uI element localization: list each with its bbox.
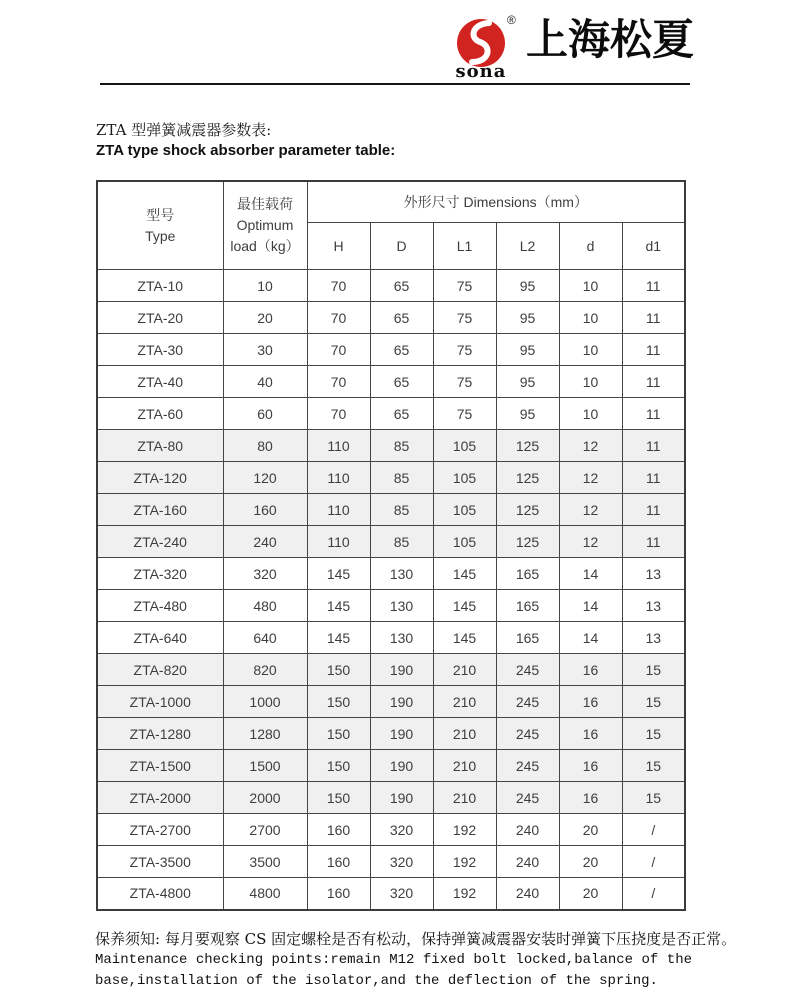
cell-dim-d: 10 xyxy=(559,366,622,398)
cell-dim-H: 150 xyxy=(307,782,370,814)
cell-dim-L1: 192 xyxy=(433,878,496,910)
table-row xyxy=(97,462,685,494)
cell-load: 20 xyxy=(223,302,307,334)
parameter-table xyxy=(96,180,686,911)
cell-dim-D: 320 xyxy=(370,846,433,878)
cell-type: ZTA-30 xyxy=(97,334,223,366)
cell-dim-d1: 15 xyxy=(622,686,685,718)
cell-dim-L2: 245 xyxy=(496,782,559,814)
cell-dim-d: 20 xyxy=(559,878,622,910)
cell-dim-d: 12 xyxy=(559,462,622,494)
cell-type: ZTA-480 xyxy=(97,590,223,622)
table-row xyxy=(97,398,685,430)
cell-dim-d: 12 xyxy=(559,430,622,462)
cell-dim-L1: 105 xyxy=(433,462,496,494)
cell-dim-d1: 15 xyxy=(622,654,685,686)
cell-dim-H: 70 xyxy=(307,334,370,366)
cell-dim-d: 10 xyxy=(559,334,622,366)
cell-type: ZTA-320 xyxy=(97,558,223,590)
cell-dim-d1: 13 xyxy=(622,558,685,590)
table-row xyxy=(97,846,685,878)
cell-dim-L1: 210 xyxy=(433,782,496,814)
cell-dim-L2: 165 xyxy=(496,590,559,622)
col-header-L2: L2 xyxy=(496,223,559,270)
cell-dim-d: 10 xyxy=(559,270,622,302)
cell-load: 10 xyxy=(223,270,307,302)
col-header-dimensions: 外形尺寸 Dimensions（mm） xyxy=(307,181,685,223)
cell-dim-L1: 105 xyxy=(433,430,496,462)
cell-dim-L1: 210 xyxy=(433,686,496,718)
cell-dim-L2: 245 xyxy=(496,718,559,750)
cell-dim-D: 130 xyxy=(370,590,433,622)
cell-dim-L1: 192 xyxy=(433,814,496,846)
cell-dim-H: 160 xyxy=(307,814,370,846)
cell-dim-d1: / xyxy=(622,846,685,878)
cell-dim-D: 65 xyxy=(370,398,433,430)
cell-dim-D: 130 xyxy=(370,558,433,590)
cell-dim-D: 65 xyxy=(370,366,433,398)
table-row xyxy=(97,526,685,558)
cell-dim-D: 190 xyxy=(370,750,433,782)
col-header-H: H xyxy=(307,223,370,270)
cell-dim-H: 150 xyxy=(307,750,370,782)
cell-dim-L2: 245 xyxy=(496,654,559,686)
cell-dim-H: 150 xyxy=(307,654,370,686)
col-header-load-en2: load（kg） xyxy=(230,238,300,254)
cell-dim-D: 65 xyxy=(370,302,433,334)
cell-dim-D: 190 xyxy=(370,718,433,750)
cell-dim-L2: 125 xyxy=(496,462,559,494)
cell-dim-d: 14 xyxy=(559,558,622,590)
cell-type: ZTA-40 xyxy=(97,366,223,398)
cell-type: ZTA-160 xyxy=(97,494,223,526)
cell-dim-d1: 11 xyxy=(622,270,685,302)
col-header-L1: L1 xyxy=(433,223,496,270)
cell-type: ZTA-640 xyxy=(97,622,223,654)
cell-dim-L1: 210 xyxy=(433,750,496,782)
cell-type: ZTA-1280 xyxy=(97,718,223,750)
cell-type: ZTA-4800 xyxy=(97,878,223,910)
cell-type: ZTA-1000 xyxy=(97,686,223,718)
cell-dim-d1: 15 xyxy=(622,718,685,750)
cell-dim-D: 190 xyxy=(370,782,433,814)
cell-dim-L1: 210 xyxy=(433,718,496,750)
col-header-type-en: Type xyxy=(145,227,176,244)
col-header-d1: d1 xyxy=(622,223,685,270)
cell-load: 2700 xyxy=(223,814,307,846)
cell-dim-L1: 210 xyxy=(433,654,496,686)
cell-dim-H: 145 xyxy=(307,590,370,622)
cell-type: ZTA-1500 xyxy=(97,750,223,782)
cell-dim-L1: 145 xyxy=(433,590,496,622)
cell-dim-H: 160 xyxy=(307,878,370,910)
cell-dim-d1: 11 xyxy=(622,334,685,366)
cell-dim-d: 20 xyxy=(559,814,622,846)
cell-load: 30 xyxy=(223,334,307,366)
table-row xyxy=(97,718,685,750)
maintenance-note-en-line1: Maintenance checking points:remain M12 fixed bolt locked,balance of the xyxy=(95,952,692,968)
cell-dim-H: 145 xyxy=(307,558,370,590)
registered-trademark-icon: ® xyxy=(507,13,516,27)
table-row xyxy=(97,270,685,302)
header-divider xyxy=(100,83,690,85)
cell-load: 240 xyxy=(223,526,307,558)
cell-dim-d1: 11 xyxy=(622,462,685,494)
cell-dim-H: 110 xyxy=(307,494,370,526)
cell-dim-d: 10 xyxy=(559,302,622,334)
table-row xyxy=(97,590,685,622)
cell-dim-L2: 240 xyxy=(496,814,559,846)
cell-dim-H: 70 xyxy=(307,270,370,302)
cell-load: 1000 xyxy=(223,686,307,718)
table-row xyxy=(97,334,685,366)
table-row xyxy=(97,750,685,782)
cell-dim-d: 16 xyxy=(559,718,622,750)
cell-dim-H: 150 xyxy=(307,686,370,718)
cell-load: 60 xyxy=(223,398,307,430)
cell-dim-L1: 75 xyxy=(433,270,496,302)
cell-dim-D: 190 xyxy=(370,654,433,686)
cell-dim-D: 130 xyxy=(370,622,433,654)
cell-load: 4800 xyxy=(223,878,307,910)
col-header-type xyxy=(97,181,223,270)
page-title-en: ZTA type shock absorber parameter table: xyxy=(96,142,396,159)
table-row xyxy=(97,878,685,910)
cell-dim-d: 16 xyxy=(559,654,622,686)
cell-dim-L1: 75 xyxy=(433,302,496,334)
col-header-load-zh: 最佳载荷 xyxy=(237,196,293,212)
cell-dim-d1: 13 xyxy=(622,622,685,654)
maintenance-note-en-line2: base,installation of the isolator,and the deflection of the spring. xyxy=(95,973,658,989)
cell-dim-d1: 13 xyxy=(622,590,685,622)
cell-dim-D: 85 xyxy=(370,462,433,494)
cell-load: 1500 xyxy=(223,750,307,782)
cell-dim-H: 110 xyxy=(307,526,370,558)
table-row xyxy=(97,494,685,526)
cell-dim-D: 190 xyxy=(370,686,433,718)
col-header-type-zh: 型号 xyxy=(146,206,175,223)
company-name: 上海松夏 xyxy=(526,15,695,64)
cell-dim-d: 16 xyxy=(559,782,622,814)
cell-load: 80 xyxy=(223,430,307,462)
table-row xyxy=(97,302,685,334)
brand-name: sona xyxy=(455,61,507,82)
cell-dim-D: 85 xyxy=(370,494,433,526)
cell-dim-d1: 11 xyxy=(622,398,685,430)
cell-dim-L1: 145 xyxy=(433,622,496,654)
cell-type: ZTA-120 xyxy=(97,462,223,494)
cell-dim-L2: 245 xyxy=(496,686,559,718)
cell-dim-H: 70 xyxy=(307,366,370,398)
cell-load: 160 xyxy=(223,494,307,526)
cell-dim-L2: 95 xyxy=(496,270,559,302)
cell-dim-H: 150 xyxy=(307,718,370,750)
cell-type: ZTA-10 xyxy=(97,270,223,302)
cell-dim-d: 20 xyxy=(559,846,622,878)
cell-dim-d: 16 xyxy=(559,686,622,718)
cell-load: 480 xyxy=(223,590,307,622)
cell-dim-L1: 192 xyxy=(433,846,496,878)
table-row xyxy=(97,622,685,654)
cell-load: 120 xyxy=(223,462,307,494)
cell-dim-d1: 11 xyxy=(622,430,685,462)
table-row xyxy=(97,686,685,718)
page-title-zh: ZTA 型弹簧减震器参数表: xyxy=(96,121,272,139)
col-header-d: d xyxy=(559,223,622,270)
cell-dim-L2: 95 xyxy=(496,334,559,366)
cell-dim-H: 110 xyxy=(307,430,370,462)
cell-dim-D: 320 xyxy=(370,814,433,846)
cell-dim-L1: 75 xyxy=(433,334,496,366)
col-header-load xyxy=(223,181,307,270)
cell-dim-L2: 125 xyxy=(496,430,559,462)
table-row xyxy=(97,430,685,462)
cell-dim-d1: 15 xyxy=(622,750,685,782)
cell-dim-L2: 95 xyxy=(496,302,559,334)
cell-dim-L1: 75 xyxy=(433,398,496,430)
cell-dim-L2: 240 xyxy=(496,878,559,910)
cell-dim-L2: 245 xyxy=(496,750,559,782)
cell-load: 320 xyxy=(223,558,307,590)
cell-dim-L1: 105 xyxy=(433,494,496,526)
cell-load: 2000 xyxy=(223,782,307,814)
cell-dim-D: 65 xyxy=(370,334,433,366)
cell-dim-L2: 95 xyxy=(496,366,559,398)
cell-dim-D: 65 xyxy=(370,270,433,302)
cell-dim-H: 70 xyxy=(307,302,370,334)
col-header-D: D xyxy=(370,223,433,270)
cell-dim-D: 320 xyxy=(370,878,433,910)
cell-dim-D: 85 xyxy=(370,430,433,462)
cell-dim-L2: 165 xyxy=(496,558,559,590)
cell-dim-L2: 165 xyxy=(496,622,559,654)
cell-dim-d: 12 xyxy=(559,494,622,526)
cell-type: ZTA-3500 xyxy=(97,846,223,878)
cell-load: 820 xyxy=(223,654,307,686)
table-row xyxy=(97,814,685,846)
table-row xyxy=(97,654,685,686)
cell-dim-d: 10 xyxy=(559,398,622,430)
cell-dim-H: 145 xyxy=(307,622,370,654)
cell-dim-d: 14 xyxy=(559,622,622,654)
cell-dim-d1: / xyxy=(622,814,685,846)
cell-dim-L2: 125 xyxy=(496,494,559,526)
cell-dim-L1: 105 xyxy=(433,526,496,558)
cell-dim-d: 14 xyxy=(559,590,622,622)
maintenance-note-zh: 保养须知: 每月要观察 CS 固定螺栓是否有松动，保持弹簧减震器安装时弹簧下压挠度是否正常。 xyxy=(95,930,737,948)
cell-load: 40 xyxy=(223,366,307,398)
cell-load: 640 xyxy=(223,622,307,654)
cell-dim-L2: 240 xyxy=(496,846,559,878)
cell-load: 1280 xyxy=(223,718,307,750)
table-row xyxy=(97,366,685,398)
cell-dim-H: 110 xyxy=(307,462,370,494)
cell-dim-d: 16 xyxy=(559,750,622,782)
cell-dim-d1: 15 xyxy=(622,782,685,814)
cell-dim-H: 70 xyxy=(307,398,370,430)
cell-type: ZTA-80 xyxy=(97,430,223,462)
cell-type: ZTA-20 xyxy=(97,302,223,334)
cell-dim-d1: 11 xyxy=(622,302,685,334)
cell-dim-L2: 95 xyxy=(496,398,559,430)
cell-load: 3500 xyxy=(223,846,307,878)
cell-dim-H: 160 xyxy=(307,846,370,878)
cell-dim-D: 85 xyxy=(370,526,433,558)
cell-dim-d: 12 xyxy=(559,526,622,558)
col-header-load-en1: Optimum xyxy=(236,217,294,233)
table-row xyxy=(97,558,685,590)
cell-type: ZTA-2700 xyxy=(97,814,223,846)
maintenance-note xyxy=(95,929,737,992)
cell-dim-L2: 125 xyxy=(496,526,559,558)
cell-type: ZTA-2000 xyxy=(97,782,223,814)
cell-type: ZTA-240 xyxy=(97,526,223,558)
table-row xyxy=(97,782,685,814)
cell-dim-L1: 75 xyxy=(433,366,496,398)
cell-type: ZTA-820 xyxy=(97,654,223,686)
table-body xyxy=(97,270,685,910)
cell-dim-L1: 145 xyxy=(433,558,496,590)
cell-dim-d1: / xyxy=(622,878,685,910)
cell-dim-d1: 11 xyxy=(622,494,685,526)
cell-dim-d1: 11 xyxy=(622,526,685,558)
cell-type: ZTA-60 xyxy=(97,398,223,430)
cell-dim-d1: 11 xyxy=(622,366,685,398)
